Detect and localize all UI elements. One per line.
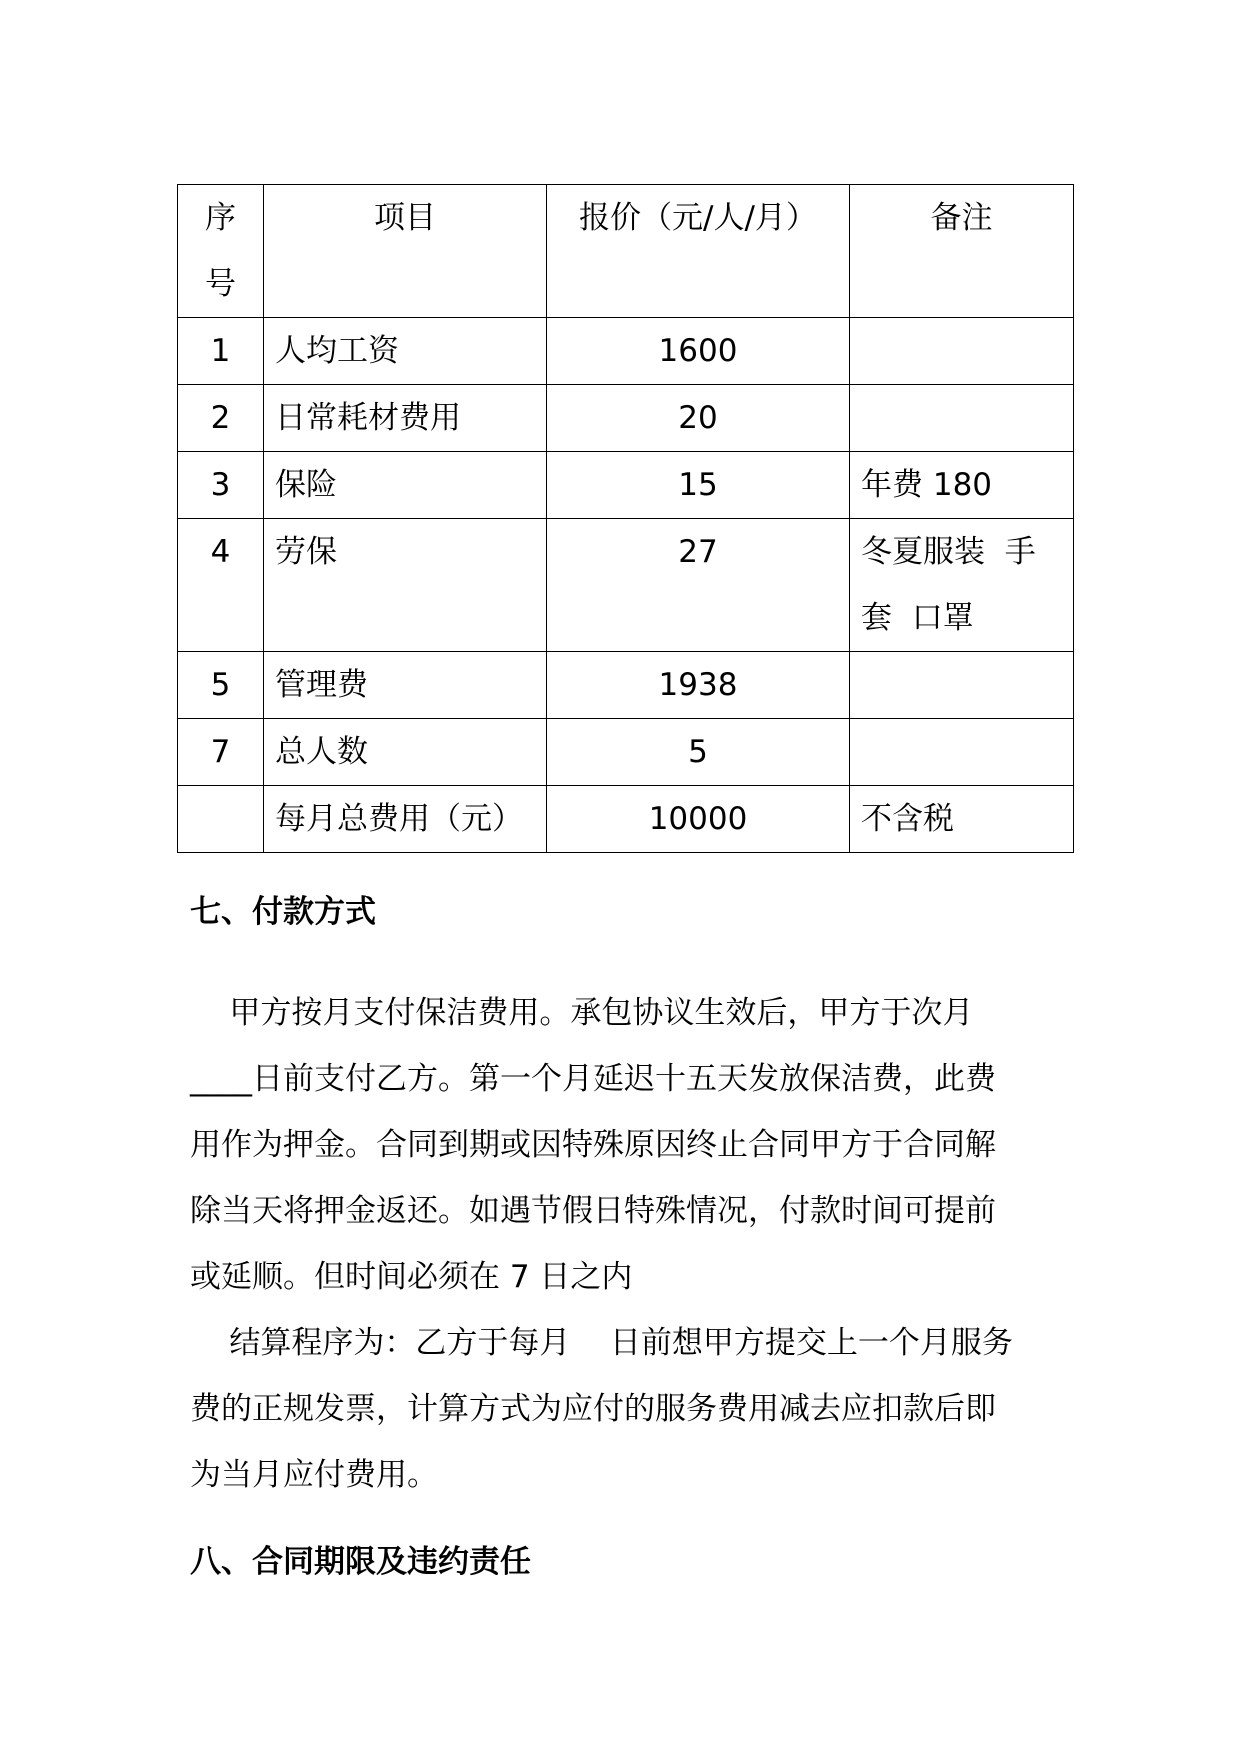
header-seq-line2: 号 <box>205 266 236 302</box>
cell-item: 人均工资 <box>264 318 547 385</box>
cell-note <box>850 719 1074 786</box>
cell-price: 15 <box>547 452 850 519</box>
table-row <box>178 719 1074 786</box>
cell-price: 27 <box>547 519 850 652</box>
header-seq-line1: 序 <box>205 200 236 236</box>
cell-seq: 3 <box>178 452 264 519</box>
section-7-paragraph-2 <box>190 1310 1080 1508</box>
cell-item: 日常耗材费用 <box>264 385 547 452</box>
header-note: 备注 <box>850 185 1074 318</box>
cell-item: 总人数 <box>264 719 547 786</box>
header-item: 项目 <box>264 185 547 318</box>
fee-table <box>177 184 1074 853</box>
cell-note-line2: 套 口罩 <box>861 600 974 636</box>
cell-note: 年费 180 <box>850 452 1074 519</box>
table-row <box>178 786 1074 853</box>
cell-seq: 2 <box>178 385 264 452</box>
paragraph-line: ____日前支付乙方。第一个月延迟十五天发放保洁费，此费 <box>190 1061 996 1097</box>
paragraph-line: 或延顺。但时间必须在 7 日之内 <box>190 1259 633 1295</box>
cell-note-line1: 冬夏服装 手 <box>861 534 1036 570</box>
cell-seq: 1 <box>178 318 264 385</box>
cell-price: 20 <box>547 385 850 452</box>
cell-seq <box>178 786 264 853</box>
cell-note <box>850 318 1074 385</box>
cell-note <box>850 385 1074 452</box>
table-header-row <box>178 185 1074 318</box>
cell-note <box>850 519 1074 652</box>
table-row <box>178 652 1074 719</box>
paragraph-line: 甲方按月支付保洁费用。承包协议生效后，甲方于次月 <box>190 995 974 1031</box>
table-row <box>178 452 1074 519</box>
header-price: 报价（元/人/月） <box>547 185 850 318</box>
table-row <box>178 519 1074 652</box>
cell-note: 不含税 <box>850 786 1074 853</box>
cell-seq: 4 <box>178 519 264 652</box>
cell-note <box>850 652 1074 719</box>
paragraph-line: 用作为押金。合同到期或因特殊原因终止合同甲方于合同解 <box>190 1127 996 1163</box>
section-8-title: 八、合同期限及违约责任 <box>190 1544 531 1580</box>
cell-item: 保险 <box>264 452 547 519</box>
section-7-paragraph-1 <box>190 980 1080 1310</box>
paragraph-line: 费的正规发票，计算方式为应付的服务费用减去应扣款后即 <box>190 1391 996 1427</box>
table-row <box>178 318 1074 385</box>
cell-price: 10000 <box>547 786 850 853</box>
paragraph-line: 为当月应付费用。 <box>190 1457 438 1493</box>
cell-item: 管理费 <box>264 652 547 719</box>
cell-item: 每月总费用（元） <box>264 786 547 853</box>
section-7-title: 七、付款方式 <box>190 894 376 930</box>
header-seq <box>178 185 264 318</box>
table-row <box>178 385 1074 452</box>
paragraph-line: 除当天将押金返还。如遇节假日特殊情况，付款时间可提前 <box>190 1193 996 1229</box>
cell-price: 1600 <box>547 318 850 385</box>
cell-price: 5 <box>547 719 850 786</box>
cell-seq: 7 <box>178 719 264 786</box>
cell-seq: 5 <box>178 652 264 719</box>
cell-item: 劳保 <box>264 519 547 652</box>
paragraph-line: 结算程序为：乙方于每月 日前想甲方提交上一个月服务 <box>190 1325 1013 1361</box>
cell-price: 1938 <box>547 652 850 719</box>
